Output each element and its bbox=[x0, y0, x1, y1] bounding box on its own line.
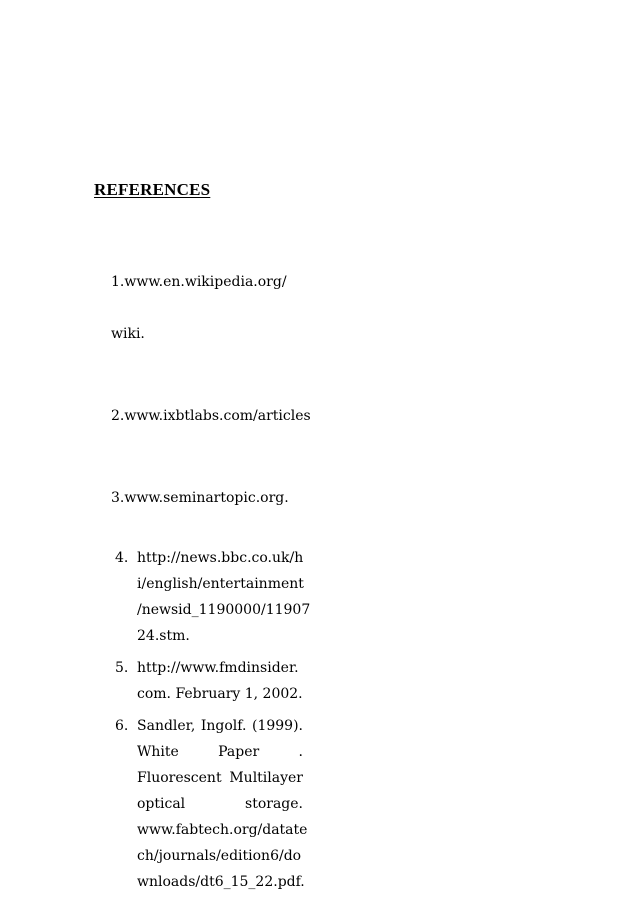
reference-6-word: (1999). bbox=[251, 718, 303, 734]
reference-4-number: 4. bbox=[115, 550, 129, 566]
reference-5-body bbox=[137, 655, 303, 707]
reference-6-word: Fluorescent bbox=[137, 770, 222, 786]
reference-6-line-1 bbox=[137, 713, 303, 739]
reference-1-line-1: 1.www.en.wikipedia.org/ bbox=[111, 274, 287, 290]
reference-6-line-5: www.fabtech.org/datate bbox=[137, 822, 308, 838]
reference-3-line-1: 3.www.seminartopic.org. bbox=[111, 490, 289, 506]
reference-5 bbox=[111, 655, 303, 707]
reference-4-line-4: 24.stm. bbox=[137, 628, 190, 644]
reference-6-line-7: wnloads/dt6_15_22.pdf. bbox=[137, 874, 305, 890]
reference-6-body bbox=[137, 713, 308, 895]
reference-5-number: 5. bbox=[115, 660, 129, 676]
reference-6-word: Ingolf. bbox=[200, 718, 247, 734]
reference-3 bbox=[111, 459, 303, 537]
reference-6-line-6: ch/journals/edition6/do bbox=[137, 848, 302, 864]
reference-6-word: . bbox=[298, 744, 303, 760]
reference-4-body bbox=[137, 545, 311, 649]
reference-4 bbox=[111, 545, 311, 649]
reference-6-line-3 bbox=[137, 765, 303, 791]
reference-6 bbox=[111, 713, 308, 895]
reference-6-word: Sandler, bbox=[137, 718, 196, 734]
reference-4-line-3: /newsid_1190000/11907 bbox=[137, 602, 311, 618]
reference-1-line-2: wiki. bbox=[111, 326, 145, 342]
reference-1 bbox=[111, 243, 303, 373]
reference-6-word: storage. bbox=[245, 796, 303, 812]
references-heading: REFERENCES bbox=[94, 180, 211, 199]
reference-6-word: optical bbox=[137, 796, 186, 812]
reference-2-line-1: 2.www.ixbtlabs.com/articles bbox=[111, 408, 311, 424]
reference-4-line-1: http://news.bbc.co.uk/h bbox=[137, 550, 304, 566]
reference-5-line-1: http://www.fmdinsider. bbox=[137, 660, 299, 676]
reference-5-line-2: com. February 1, 2002. bbox=[137, 686, 303, 702]
reference-6-number: 6. bbox=[115, 718, 129, 734]
reference-4-line-2: i/english/entertainment bbox=[137, 576, 304, 592]
references-list bbox=[111, 243, 311, 901]
reference-6-word: Multilayer bbox=[229, 770, 303, 786]
reference-6-line-4 bbox=[137, 791, 303, 817]
reference-6-word: White bbox=[137, 744, 179, 760]
reference-2 bbox=[111, 377, 311, 455]
reference-6-line-2 bbox=[137, 739, 303, 765]
reference-6-word: Paper bbox=[218, 744, 260, 760]
